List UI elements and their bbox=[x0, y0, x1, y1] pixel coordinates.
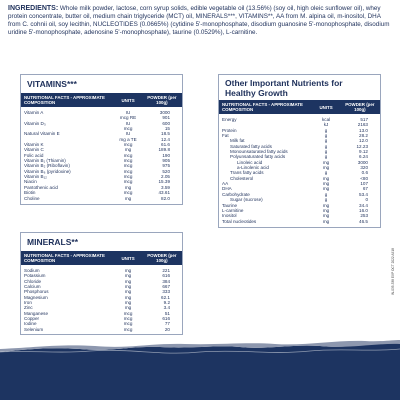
nutrient-name: Vitamin B₂ (Riboflavin) bbox=[24, 163, 70, 169]
nutrient-unit: g bbox=[324, 197, 328, 203]
nutrient-name: Iron bbox=[24, 300, 32, 306]
nutrient-value: 43.61 bbox=[158, 190, 170, 196]
nutrient-name: Protein bbox=[222, 127, 237, 133]
nutrient-name: Carbohydrate bbox=[222, 191, 250, 197]
nutrient-name: Copper bbox=[24, 316, 40, 322]
nutrient-unit: g bbox=[324, 133, 328, 139]
nutrient-value: 2163 bbox=[357, 122, 368, 128]
nutrient-value: 3.4 bbox=[163, 305, 170, 311]
vitamins-header-units: UNITS bbox=[114, 93, 141, 107]
nutrient-unit: g bbox=[324, 191, 328, 197]
nutrient-value: 12.4 bbox=[161, 136, 170, 142]
nutrient-value: 190 bbox=[162, 152, 170, 158]
nutrient-unit: mcg bbox=[123, 163, 133, 169]
nutrient-value: 3000 bbox=[357, 159, 368, 165]
nutrient-unit: mg bbox=[322, 213, 330, 219]
minerals-header-row bbox=[21, 251, 182, 265]
nutrient-unit: mg bbox=[322, 165, 330, 171]
nutrient-value: 901 bbox=[162, 115, 170, 121]
nutrient-unit: mg bbox=[322, 159, 330, 165]
nutrient-value: 520 bbox=[162, 168, 170, 174]
nutrient-name: Selenium bbox=[24, 326, 44, 332]
nutrient-value: 82.0 bbox=[161, 195, 170, 201]
nutrient-value: 6.24 bbox=[359, 154, 368, 160]
minerals-title: MINERALS** bbox=[20, 232, 183, 251]
nutrient-unit: mg bbox=[322, 207, 330, 213]
nutrient-unit: mcg bbox=[123, 316, 133, 322]
nutrient-unit: mg bbox=[322, 202, 330, 208]
nutrient-name: Pantothenic acid bbox=[24, 184, 58, 190]
nutrient-name: Vitamin B₁ (Thiamin) bbox=[24, 158, 66, 164]
nutrient-unit: mg bbox=[322, 175, 330, 181]
nutrient-unit: mg bbox=[124, 273, 132, 279]
nutrient-name: Inositol bbox=[222, 213, 237, 219]
nutrient-value: 61.6 bbox=[161, 142, 170, 148]
minerals-header-units: UNITS bbox=[114, 251, 141, 265]
nutrient-row bbox=[219, 114, 380, 122]
nutrient-unit: mg bbox=[124, 289, 132, 295]
nutrient-name: Manganese bbox=[24, 310, 49, 316]
nutrient-name: Iodine bbox=[24, 321, 37, 327]
nutrient-name: Saturated fatty acids bbox=[230, 143, 272, 149]
nutrient-unit: mg bbox=[124, 147, 132, 153]
nutrient-name: Monounsaturated fatty acids bbox=[230, 149, 288, 155]
nutrient-unit: mg bbox=[322, 181, 330, 187]
other-header-units: UNITS bbox=[312, 100, 339, 114]
nutrient-unit: g bbox=[324, 138, 328, 144]
nutrient-name: Milk fat bbox=[230, 138, 245, 144]
minerals-header-powder: POWDER (per 100g) bbox=[142, 251, 182, 265]
nutrient-unit: mg bbox=[124, 305, 132, 311]
nutrient-row bbox=[21, 327, 182, 334]
nutrient-name: Phosphorus bbox=[24, 289, 49, 295]
nutrient-unit: IU bbox=[125, 120, 131, 126]
nutrient-row bbox=[21, 265, 182, 273]
nutrient-unit: mg bbox=[322, 218, 330, 224]
other-header-composition: NUTRITIONAL FACTS - APPROXIMATE COMPOSITION bbox=[219, 100, 312, 114]
nutrient-value: 18.5 bbox=[161, 131, 170, 137]
nutrient-unit: g bbox=[324, 154, 328, 160]
nutrient-unit: mcg bbox=[123, 174, 133, 180]
nutrient-unit: mg bbox=[124, 195, 132, 201]
nutrient-name: Vitamin C bbox=[24, 147, 44, 153]
nutrient-name: Linoleic acid bbox=[237, 159, 263, 165]
nutrient-value: 9.2 bbox=[163, 300, 170, 306]
nutrient-unit: mcg bbox=[123, 310, 133, 316]
nutrient-unit: IU bbox=[125, 131, 131, 137]
other-nutrients-table bbox=[219, 100, 380, 227]
nutrient-name: Sugar (sucrose) bbox=[230, 197, 263, 203]
minerals-header-composition: NUTRITIONAL FACTS - APPROXIMATE COMPOSITION bbox=[21, 251, 114, 265]
nutrient-unit: g bbox=[324, 149, 328, 155]
nutrient-unit: mg bbox=[124, 278, 132, 284]
nutrient-value: 320 bbox=[360, 165, 368, 171]
nutrient-name: Potassium bbox=[24, 273, 46, 279]
nutrient-value: 189.8 bbox=[158, 147, 170, 153]
other-header-row bbox=[219, 100, 380, 114]
nutrient-value: 0 bbox=[365, 197, 368, 203]
nutrient-unit: g bbox=[324, 127, 328, 133]
nutrient-name: Polyunsaturated fatty acids bbox=[230, 154, 286, 160]
vitamins-title: VITAMINS*** bbox=[20, 74, 183, 93]
nutrient-unit: mg bbox=[124, 294, 132, 300]
nutrient-unit: kJ bbox=[323, 122, 329, 128]
nutrient-name: Chloride bbox=[24, 278, 42, 284]
nutrient-value: 905 bbox=[162, 158, 170, 164]
nutrient-name: Energy bbox=[222, 117, 237, 122]
nutrient-value: 20 bbox=[164, 326, 170, 332]
nutrient-value: 975 bbox=[162, 163, 170, 169]
nutrient-value: 253 bbox=[360, 213, 368, 219]
vitamins-header-powder: POWDER (per 100g) bbox=[142, 93, 182, 107]
nutrient-name: Total nucleotides bbox=[222, 218, 257, 224]
nutrient-unit: mg bbox=[124, 268, 132, 273]
vitamins-header-row bbox=[21, 93, 182, 107]
ingredients-paragraph bbox=[8, 5, 394, 37]
nutrient-unit: mcg bbox=[123, 158, 133, 164]
nutrient-value: 67 bbox=[362, 186, 368, 192]
minerals-panel bbox=[20, 232, 183, 335]
nutrient-value: 28.2 bbox=[359, 133, 368, 139]
nutrient-name: Biotin bbox=[24, 190, 36, 196]
nutrient-row bbox=[21, 107, 182, 115]
vitamins-panel bbox=[20, 74, 183, 205]
nutrient-name: Trans fatty acids bbox=[230, 170, 264, 176]
nutrient-unit: mcg bbox=[123, 190, 133, 196]
nutrient-name: AA bbox=[222, 181, 229, 187]
vitamins-table-body bbox=[21, 107, 182, 204]
nutrient-name: DHA bbox=[222, 186, 232, 192]
nutrient-name: Fat bbox=[222, 133, 229, 139]
nutrient-value: 9.12 bbox=[359, 149, 368, 155]
nutrient-row bbox=[219, 219, 380, 227]
nutrient-name: Cholesterol bbox=[230, 175, 254, 181]
nutrient-name: Vitamin D₃ bbox=[24, 120, 46, 126]
nutrient-value: 616 bbox=[162, 273, 170, 279]
nutrient-unit: g bbox=[324, 170, 328, 176]
nutrient-unit: g bbox=[324, 143, 328, 149]
nutrient-name: Magnesium bbox=[24, 294, 48, 300]
nutrient-unit: mg bbox=[322, 186, 330, 192]
nutrient-value: 51 bbox=[164, 310, 170, 316]
nutrient-value: 384 bbox=[162, 278, 170, 284]
nutrient-name: Taurine bbox=[222, 202, 238, 208]
nutrient-value: 13.0 bbox=[359, 127, 368, 133]
nutrient-value: 15 bbox=[164, 126, 170, 132]
minerals-table bbox=[21, 251, 182, 334]
vitamins-header-composition: NUTRITIONAL FACTS - APPROXIMATE COMPOSITION bbox=[21, 93, 114, 107]
lot-code: IN-035-338 EXP OCT 2022 A918 bbox=[391, 248, 395, 295]
nutrient-value: 2.05 bbox=[161, 174, 170, 180]
nutrient-value: 34.4 bbox=[359, 202, 368, 208]
nutrient-unit: kcal bbox=[321, 117, 331, 122]
nutrient-unit: mcg bbox=[123, 126, 133, 132]
nutrient-unit: mg bbox=[124, 284, 132, 290]
nutrient-unit: mcg bbox=[123, 179, 133, 185]
nutrient-name: Vitamin K bbox=[24, 142, 44, 148]
nutrient-name: Choline bbox=[24, 195, 40, 201]
other-header-powder: POWDER (per 100g) bbox=[340, 100, 380, 114]
nutrient-value: 107 bbox=[360, 181, 368, 187]
nutrient-value: 3.59 bbox=[161, 184, 170, 190]
nutrient-value: 221 bbox=[162, 268, 170, 273]
nutrient-name: a-Linolenic acid bbox=[237, 165, 269, 171]
nutrient-name: Calcium bbox=[24, 284, 41, 290]
nutrient-name: Vitamin A bbox=[24, 110, 44, 115]
nutrient-unit: mcg bbox=[123, 326, 133, 332]
nutrient-unit: mcg RE bbox=[119, 115, 137, 121]
nutrient-value: 333 bbox=[162, 289, 170, 295]
nutrient-unit: mcg bbox=[123, 142, 133, 148]
nutrient-value: 0.6 bbox=[361, 170, 368, 176]
ingredients-label: INGREDIENTS: bbox=[8, 5, 59, 12]
nutrient-value: 12.0 bbox=[359, 138, 368, 144]
nutrient-unit: mg bbox=[124, 184, 132, 190]
nutrient-value: 616 bbox=[162, 316, 170, 322]
nutrient-name: L-carnitine bbox=[222, 207, 244, 213]
nutrient-name: Sodium bbox=[24, 268, 40, 273]
minerals-table-body bbox=[21, 265, 182, 334]
nutrient-row bbox=[21, 196, 182, 204]
nutrient-value: 53.4 bbox=[359, 191, 368, 197]
other-nutrients-title: Other Important Nutrients for Healthy Growth bbox=[218, 74, 381, 100]
other-nutrients-panel bbox=[218, 74, 381, 228]
nutrient-name: Natural Vitamin E bbox=[24, 131, 60, 137]
ingredients-text: Whole milk powder, lactose, corn syrup solids, edible vegetable oil (13.56%) (soy oil, high oleic sunflower oil), whey protein concentrate, butter oil, medium chain triglyceride (MCT) oil, MINERALS***, VITAMINS**, AA from M. alpina oil, m-inositol, DHA from C. cohnii oil, soy lecithin, NUCLEOTIDES (0.0665%) (cytidine 5'-monophosphate, disodium guanosine 5'-monophosphate, disodium uridine 5'-monophosphate, adenosine 5'-monophosphate), taurine (0.0529%), L-carnitine. bbox=[8, 5, 390, 37]
nutrient-value: 12.23 bbox=[356, 143, 368, 149]
nutrient-name: Niacin bbox=[24, 179, 37, 185]
nutrient-unit: mcg bbox=[123, 168, 133, 174]
nutrient-name: Folic acid bbox=[24, 152, 44, 158]
vitamins-table bbox=[21, 93, 182, 204]
nutrient-value: 16.0 bbox=[359, 207, 368, 213]
nutrient-name: Vitamin B₁₂ bbox=[24, 174, 47, 180]
nutrient-unit: mg bbox=[124, 300, 132, 306]
nutrient-value: 517 bbox=[360, 117, 368, 122]
nutrient-name: Zinc bbox=[24, 305, 33, 311]
nutrient-value: <80 bbox=[360, 175, 368, 181]
nutrient-name: Vitamin B₆ (pyridoxine) bbox=[24, 168, 71, 174]
nutrient-value: 15.39 bbox=[158, 179, 170, 185]
nutrient-unit: IU bbox=[125, 110, 131, 115]
nutrient-value: 77 bbox=[164, 321, 170, 327]
nutrient-unit: mcg bbox=[123, 152, 133, 158]
nutrient-value: 600 bbox=[162, 120, 170, 126]
nutrient-value: 46.5 bbox=[359, 218, 368, 224]
nutrient-unit: mcg bbox=[123, 321, 133, 327]
other-nutrients-table-body bbox=[219, 114, 380, 227]
nutrient-unit: mg a TE bbox=[119, 136, 137, 142]
nutrient-value: 667 bbox=[162, 284, 170, 290]
nutrient-value: 62.1 bbox=[161, 294, 170, 300]
nutrient-value: 3000 bbox=[159, 110, 170, 115]
